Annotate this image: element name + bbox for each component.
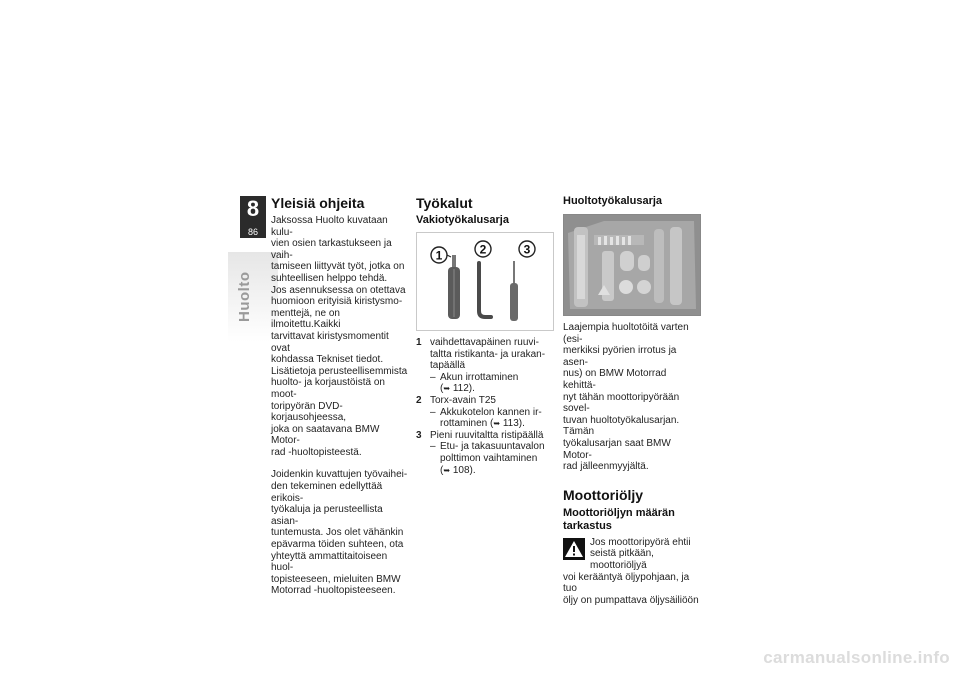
heading-service-toolkit: Huoltotyökalusarja bbox=[563, 195, 663, 207]
warning-icon bbox=[563, 538, 585, 560]
toolkit-illustration bbox=[417, 233, 553, 330]
page-reference-number: 108 bbox=[452, 464, 470, 476]
small-screwdriver-bit-icon bbox=[513, 261, 515, 283]
tool-usage: Etu- ja takasuuntavalon polttimon vaihtaminen bbox=[440, 441, 545, 464]
watermark: carmanualsonline.info bbox=[763, 648, 950, 667]
paragraph-general-1: Jaksossa Huolto kuvataan kulu- vien osien tarkastukseen ja vaih- tamiseen liittyvät työt, jotka on suhteellisen helppo tehdä. Jos asennuksessa on otettava huomioon erityisiä kiristysmo- menttejä, ne on ilmoitettu.Kaikki tarvittavat kiristysmomentit ovat kohdassa Tekniset tiedot. Lisätietoja perusteellisemmista huolto- ja korjaustöistä on moot- toripyörän DVD-korjausohjeessa, joka on saatavana BMW Motor- rad -huoltopisteestä. bbox=[271, 215, 408, 458]
chapter-label: Huolto bbox=[236, 271, 253, 322]
tool-item-1 bbox=[416, 337, 554, 395]
tool-number: 3 bbox=[416, 429, 422, 441]
heading-tools: Työkalut bbox=[416, 195, 473, 211]
warning-text-first-lines: Jos moottoripyörä ehtii seistä pitkään, moottoriöljyä bbox=[590, 536, 691, 571]
paragraph-general-2: Joidenkin kuvattujen työvaihei- den tekeminen edellyttää erikois- työkaluja ja perusteellista asian- tuntemusta. Jos olet vähänkin epävarma töiden suhteen, ota yhteyttä ammattitaitoiseen huol- topisteeseen, mieluiten BMW Motorrad -huoltopisteeseen. bbox=[271, 469, 408, 597]
column-service-toolkit bbox=[563, 195, 701, 606]
page-reference: (➥ 108). bbox=[440, 464, 476, 476]
toolkit-case-image bbox=[564, 215, 700, 315]
tool-item-3 bbox=[416, 430, 554, 476]
page-reference-number: 112 bbox=[452, 383, 469, 395]
page-number: 86 bbox=[247, 227, 258, 237]
dash-icon: – bbox=[430, 371, 436, 383]
warning-text-continued: voi kerääntyä öljypohjaan, ja tuo öljy on pumpattava öljysäiliöön bbox=[563, 571, 699, 606]
tool-description: Torx-avain T25 bbox=[430, 394, 496, 406]
tool-description: vaihdettavapäinen ruuvi- taltta ristikanta- ja urakan- tapäällä bbox=[430, 337, 546, 372]
tool-usage: Akun irrottaminen bbox=[440, 371, 519, 383]
heading-general-instructions: Yleisiä ohjeita bbox=[271, 195, 365, 211]
tools-list bbox=[416, 337, 554, 476]
paragraph-service-toolkit: Laajempia huoltotöitä varten (esi- merkiksi pyörien irrotus ja asen- nus) on BMW Motorrad kehittä- nyt tähän moottoripyörään sovel- tuvan huoltotyökalusarjan. Tämän työkalusarjan saat BMW Motor- rad jälleenmyyjältä. bbox=[563, 322, 689, 473]
figure-callout-2 bbox=[475, 241, 491, 257]
arrow-icon: ➥ bbox=[443, 465, 451, 475]
torx-key-icon bbox=[479, 263, 491, 317]
subheading-oil-level-check: Moottoriöljyn määrän tarkastus bbox=[563, 506, 675, 532]
page-reference-number: 113 bbox=[502, 418, 519, 430]
tool-number: 2 bbox=[416, 394, 422, 406]
figure-callout-3 bbox=[519, 241, 535, 257]
tool-description: Pieni ruuvitaltta ristipäällä bbox=[430, 429, 544, 441]
tool-number: 1 bbox=[416, 337, 422, 348]
tool-item-2 bbox=[416, 395, 554, 430]
figure-label-2: 2 bbox=[479, 242, 487, 257]
arrow-icon: ➥ bbox=[493, 419, 501, 429]
small-screwdriver-handle-icon bbox=[510, 283, 518, 321]
column-general-instructions bbox=[271, 195, 409, 608]
page-reference: (➥ 112). bbox=[440, 383, 475, 395]
dash-icon: – bbox=[430, 406, 436, 418]
tool-usage: Akkukotelon kannen ir- rottaminen (➥ 113). bbox=[440, 406, 542, 430]
chapter-number: 8 bbox=[246, 196, 260, 221]
arrow-icon: ➥ bbox=[443, 384, 451, 394]
dash-icon: – bbox=[430, 441, 436, 453]
figure-label-1: 1 bbox=[435, 248, 443, 263]
column-tools bbox=[416, 195, 554, 476]
figure-label-3: 3 bbox=[523, 242, 531, 257]
subheading-standard-toolkit: Vakiotyökalusarja bbox=[416, 214, 509, 226]
warning-triangle-icon bbox=[564, 540, 584, 558]
figure-callout-1 bbox=[431, 247, 447, 263]
toolkit-figure bbox=[416, 232, 554, 331]
service-toolkit-photo bbox=[563, 214, 701, 316]
warning-block bbox=[563, 537, 701, 572]
heading-engine-oil: Moottoriöljy bbox=[563, 486, 644, 503]
screwdriver-bit-icon bbox=[452, 255, 456, 267]
